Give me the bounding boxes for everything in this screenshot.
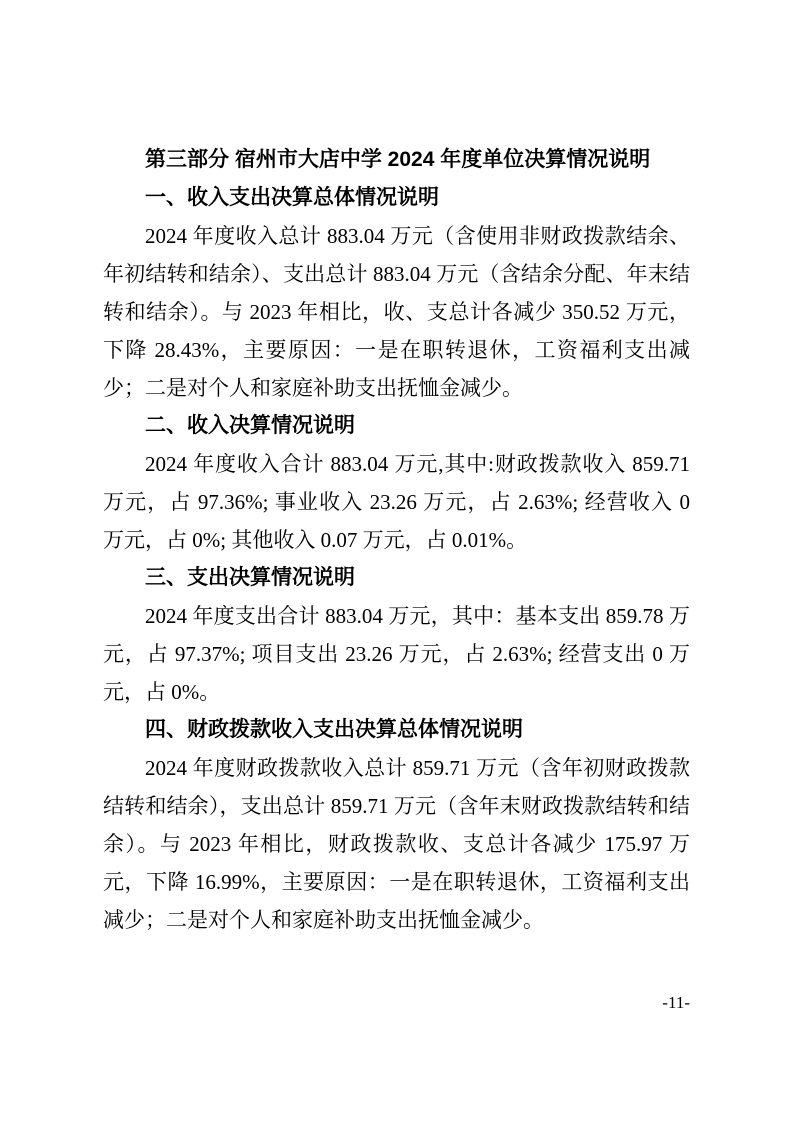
section-3-heading-expenditure-statement: 三、支出决算情况说明	[145, 566, 355, 589]
document-body	[103, 141, 690, 939]
section-2-paragraph: 2024 年度收入合计 883.04 万元,其中:财政拨款收入 859.71 万元，占 97.36%; 事业收入 23.26 万元，占 2.63%; 经营收入 0 万元，占 0%; 其他收入 0.07 万元，占 0.01%。	[103, 452, 690, 552]
section-3-paragraph: 2024 年度支出合计 883.04 万元，其中：基本支出 859.78 万元，占 97.37%; 项目支出 23.26 万元，占 2.63%; 经营支出 0 万元，占 0%。	[103, 604, 690, 704]
section-2-heading-income-statement: 二、收入决算情况说明	[145, 414, 355, 437]
section-1-paragraph: 2024 年度收入总计 883.04 万元（含使用非财政拨款结余、年初结转和结余）、支出总计 883.04 万元（含结余分配、年末结转和结余）。与 2023 年相比，收、支总计各减少 350.52 万元，下降 28.43%，主要原因：一是在职转退休，工资福利支出减少；二是对个人和家庭补助支出抚恤金减少。	[103, 224, 690, 400]
document-title: 第三部分 宿州市大店中学 2024 年度单位决算情况说明	[145, 148, 651, 171]
page-number: -11-	[662, 993, 690, 1012]
section-4-heading-fiscal-appropriation-overview: 四、财政拨款收入支出决算总体情况说明	[145, 718, 523, 741]
section-4-paragraph: 2024 年度财政拨款收入总计 859.71 万元（含年初财政拨款结转和结余），支出总计 859.71 万元（含年末财政拨款结转和结余）。与 2023 年相比，财政拨款收、支总计各减少 175.97 万元，下降 16.99%，主要原因：一是在职转退休，工资福利支出减少；二是对个人和家庭补助支出抚恤金减少。	[103, 756, 690, 932]
section-1-heading-income-expenditure-overview: 一、收入支出决算总体情况说明	[145, 186, 439, 209]
